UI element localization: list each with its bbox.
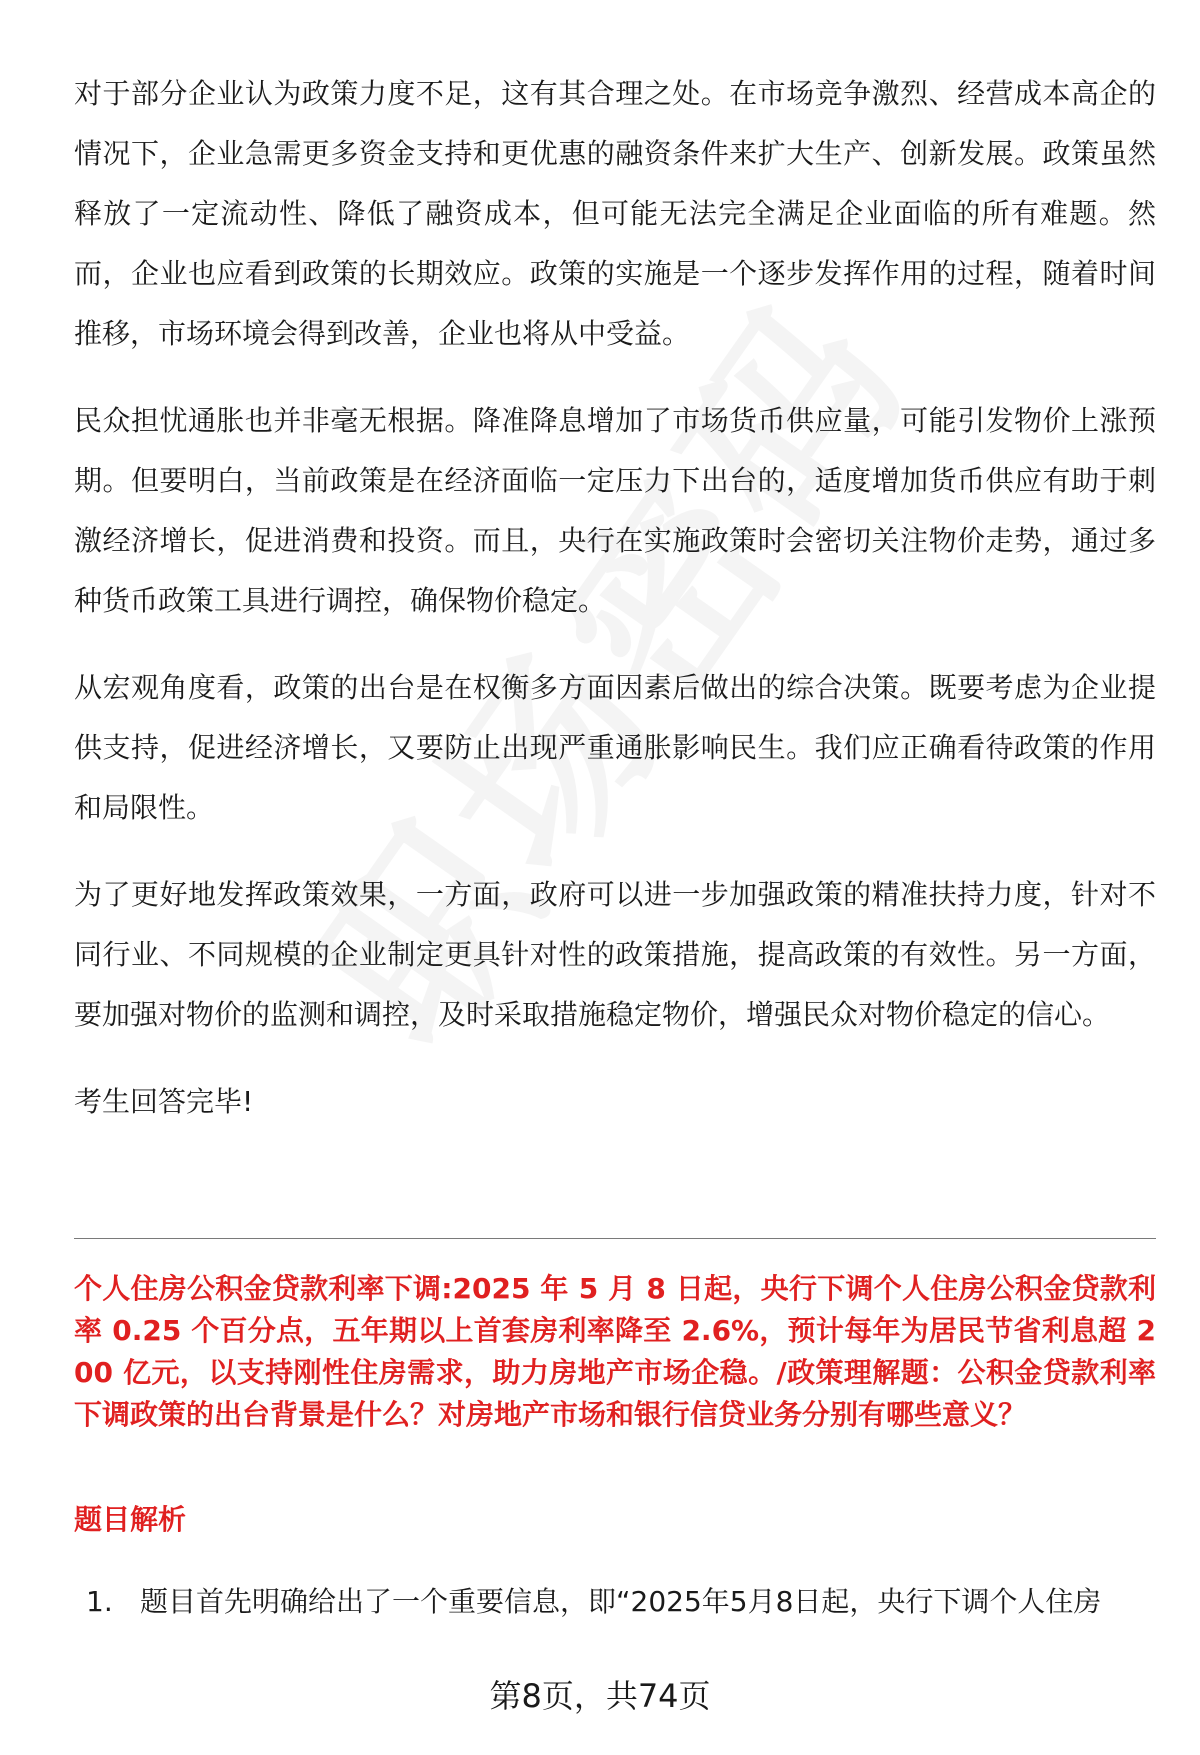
paragraph-2: 民众担忧通胀也并非毫无根据。降准降息增加了市场货币供应量，可能引发物价上涨预期。但要明白，当前政策是在经济面临一定压力下出台的，适度增加货币供应有助于刺激经济增长，促进消费和投资。而且，央行在实施政策时会密切关注物价走势，通过多种货币政策工具进行调控，确保物价稳定。 [74,404,1156,617]
analysis-list [74,1582,1156,1622]
paragraph-4: 为了更好地发挥政策效果，一方面，政府可以进一步加强政策的精准扶持力度，针对不同行业、不同规模的企业制定更具针对性的政策措施，提高政策的有效性。另一方面，要加强对物价的监测和调控，及时采取措施稳定物价，增强民众对物价稳定的信心。 [74,878,1156,1031]
analysis-title: 题目解析 [74,1503,187,1536]
list-item [74,1582,1156,1622]
answer-body [74,64,1156,1132]
list-item-number: 1. [86,1585,113,1618]
section-divider [74,1238,1156,1239]
paragraph-1: 对于部分企业认为政策力度不足，这有其合理之处。在市场竞争激烈、经营成本高企的情况下，企业急需更多资金支持和更优惠的融资条件来扩大生产、创新发展。政策虽然释放了一定流动性、降低了融资成本，但可能无法完全满足企业面临的所有难题。然而，企业也应看到政策的长期效应。政策的实施是一个逐步发挥作用的过程，随着时间推移，市场环境会得到改善，企业也将从中受益。 [74,77,1156,350]
closing-line: 考生回答完毕! [74,1085,254,1118]
page-number: 第8页，共74页 [489,1677,711,1715]
list-item-text: 题目首先明确给出了一个重要信息，即“2025年5月8日起，央行下调个人住房 [140,1585,1102,1618]
question-heading: 个人住房公积金贷款利率下调:2025 年 5 月 8 日起，央行下调个人住房公积金贷款利率 0.25 个百分点，五年期以上首套房利率降至 2.6%，预计每年为居民节省利息超 200 亿元，以支持刚性住房需求，助力房地产市场企稳。/政策理解题：公积金贷款利率下调政策的出台背景是什么？对房地产市场和银行信贷业务分别有哪些意义？ [74,1272,1156,1431]
paragraph-3: 从宏观角度看，政策的出台是在权衡多方面因素后做出的综合决策。既要考虑为企业提供支持，促进经济增长，又要防止出现严重通胀影响民生。我们应正确看待政策的作用和局限性。 [74,671,1156,824]
